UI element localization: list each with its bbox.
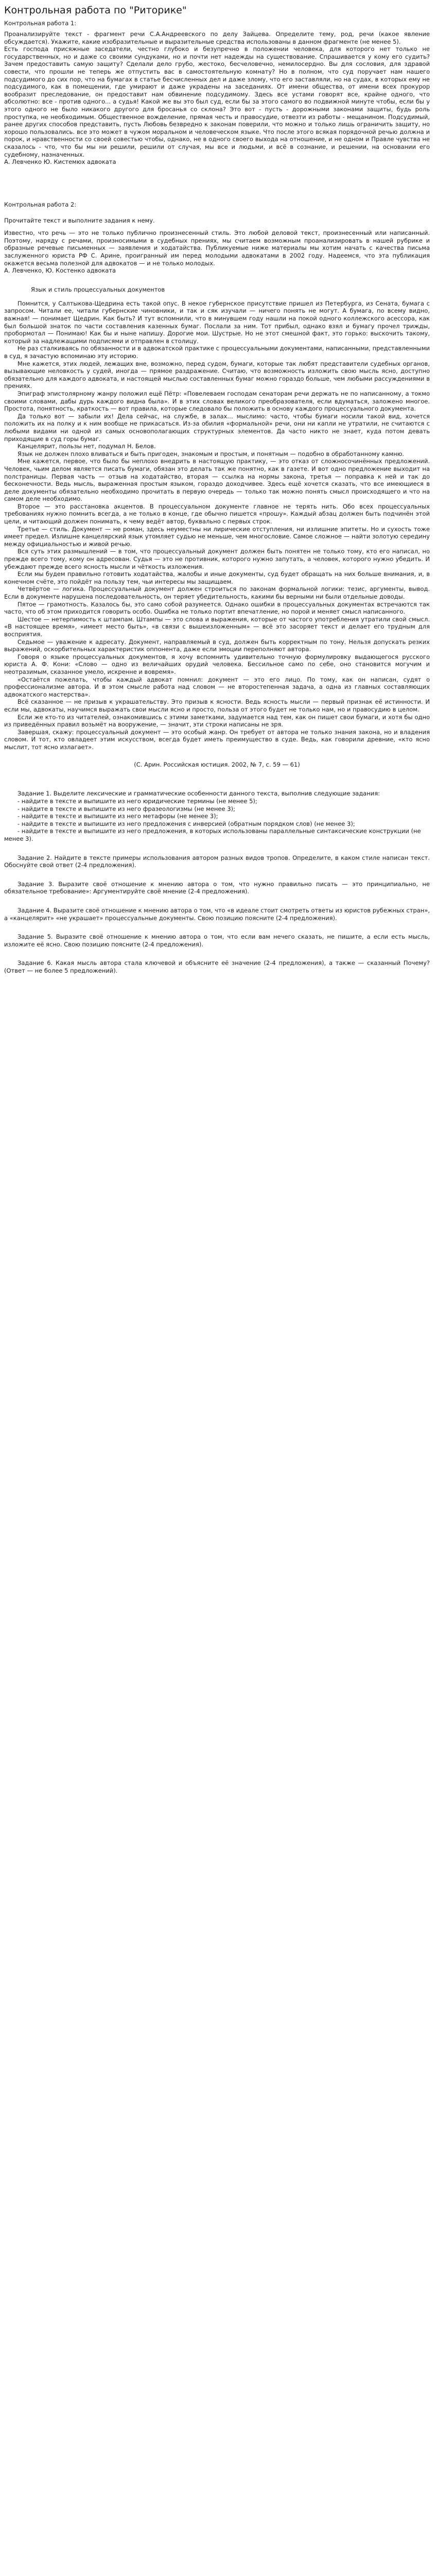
task-6	[4, 959, 430, 974]
article-paragraph: Язык не должен плохо вливаться и быть пригоден, знакомым и простым, и понятным — подобно в обработанному камню.	[18, 450, 404, 457]
article-paragraph: Второе — это расстановка акцентов. В процессуальном документе главное не терять нить. Обо всех процессуальных требованиях нужно помнить всегда, а не только в конце, где обычно пишется «прошу». Каждый абзац должен быть подчинён этой цели, и читающий должен понимать, к чему ведёт автор, буквально с первых строк.	[4, 502, 430, 526]
article-paragraph: Седьмое — уважение к адресату. Документ, направляемый в суд, должен быть корректным по тону. Нельзя допускать резких выражений, оскорбительных характеристик оппонента, даже если эмоции переполняют автора.	[4, 638, 430, 653]
article-body	[4, 300, 430, 751]
article-paragraph: Пятое — грамотность. Казалось бы, это само собой разумеется. Однако ошибки в процессуальных документах встречаются так часто, что об этом приходится говорить особо. Ошибка не только портит впечатление, но порой и меняет смысл написанного.	[4, 600, 430, 616]
work2-instruction: Прочитайте текст и выполните задания к нему.	[4, 216, 155, 224]
intro-paragraph: Известно, что речь — это не только публично произнесенный стиль. Это любой деловой текст, произнесенный или написанный. Поэтому, наряду с речами, произносимыми в судебных прениях, мы считаем возможным проанализировать в нашей рубрике и образные речевые письменных — заявления и ходатайства. Публикуемые ниже материалы мы хотим начать с качества письма заслуженного юриста РФ С. Арине, проигранный им перед молодыми адвокатами в 2002 году. Надеемся, что эта публикация окажется весьма полезной для адвокатов — и не только молодых.	[4, 229, 430, 267]
document-page	[0, 0, 436, 975]
task-lead: Задание 2. Найдите в тексте примеры использования автором разных видов тропов. Определите, в каком стиле написан текст. Обоснуйте свой ответ (2-4 предложения).	[4, 854, 430, 869]
article-paragraph: Третье — стиль. Документ — не роман, здесь неуместны ни лирические отступления, ни излишние эпитеты. Но и сухость тоже имеет предел. Излишне канцелярский язык утомляет судью не меньше, чем многословие. Самое сложное — найти золотую середину между официальностью и живой речью.	[4, 525, 430, 548]
task-lead: Задание 3. Выразите своё отношение к мнению автора о том, что нужно правильно писать — это принципиально, не обязательное требование»: Аргументируйте своё мнение (2-4 предложения).	[4, 880, 430, 895]
article-paragraph: Не раз сталкиваясь по обязанности и в адвокатской практике с процессуальными документами, написанными, представленными в суд, я зачастую вспоминаю эту историю.	[4, 345, 430, 360]
task-item: - найдите в тексте и выпишите из него предложения, в которых использованы параллельные синтаксические конструкции (не менее 3).	[4, 827, 421, 843]
task-lead: Задание 1. Выделите лексические и грамматические особенности данного текста, выполнив следующие задания:	[18, 790, 380, 798]
article-paragraph: Шестое — нетерпимость к штампам. Штампы — это слова и выражения, которые от частого употребления утратили свой смысл. «В настоящее время», «имеет место быть», «в связи с вышеизложенным» — всё это засоряет текст и делает его трудным для восприятия.	[4, 615, 430, 638]
page-title: Контрольная работа по "Риторике"	[4, 5, 187, 16]
article-paragraph: Если мы будем правильно готовить ходатайства, жалобы и иные документы, суд будет обращать на них больше внимания, и, в конечном счёте, это пойдёт на пользу тем, чьи интересы мы защищаем.	[4, 570, 430, 585]
article-title: Язык и стиль процессуальных документов	[31, 285, 165, 293]
task-lead: Задание 4. Выразите своё отношение к мнению автора о том, что «в идеале стоит смотреть ответы из юристов рубежных стран», а «канцелярит» «не украшает» процессуальные документы. Свою позицию поясните (2-4 предложения).	[4, 907, 430, 922]
work1-label: Контрольная работа 1:	[4, 20, 77, 27]
task-item: - найдите в тексте и выпишите из него метафоры (не менее 3);	[18, 812, 218, 820]
article-paragraph: Четвёртое — логика. Процессуальный документ должен строиться по законам формальной логики: тезис, аргументы, вывод. Если в документе нарушена последовательность, он теряет убедительность, какими бы верными ни были отдельные доводы.	[4, 585, 430, 600]
task-2	[4, 854, 430, 869]
article-paragraph: Если же кто-то из читателей, ознакомившись с этими заметками, задумается над тем, как он пишет свои бумаги, и хотя бы одно из приведённых правил возьмёт на вооружение, — значит, эти строки написаны не зря.	[4, 713, 430, 728]
article-paragraph: Всё сказанное — не призыв к украшательству. Это призыв к ясности. Ведь ясность мысли — первый признак её истинности. И если мы, адвокаты, научимся выражать свои мысли ясно и просто, польза от этого будет не только нам, но и правосудию в целом.	[4, 698, 430, 713]
article-paragraph: Вся суть этих размышлений — в том, что процессуальный документ должен быть понятен не только тому, кто его написал, но прежде всего тому, кому он адресован. Судья — это не противник, которого нужно запутать, а человек, которого нужно убедить. И убеждают прежде всего ясность мысли и чёткость изложения.	[4, 548, 430, 570]
tasks-section	[4, 790, 430, 974]
work1-signature: А. Левченко Ю. Кистемюх адвоката	[4, 158, 116, 166]
task-3	[4, 880, 430, 895]
work2-intro	[4, 229, 430, 275]
article-paragraph: Эпиграф эпистолярному жанру положил ещё Пётр: «Повелеваем господам сенаторам речи держать не по написанному, а токмо своими словами, дабы дурь каждого видна была». И в этих словах великого преобразователя, если вдуматься, заложено многое. Простота, понятность, краткость — вот правила, которые следовало бы положить в основу каждого процессуального документа.	[4, 389, 430, 413]
article-paragraph: Канцелярит, пользы нет, подумал Н. Белов.	[18, 443, 156, 450]
work1-paragraph: Есть господа присяжные заседатели, честно глубоко и безупречно в положении человека, для которого нет только не государственных, но и даже со своими сундуками, но и почти нет надежды на существование. Спрашивается у кому его судить? Зачем предоставить самую защиту? Сделали дело грубо, жестоко, бесчеловечно, немилосердно. Вы для сословия, для здравой совести, что прошли не теперь же отпустить вас в самостоятельную комнату? Но в полном, что суд поручает нам нашего подсудимого до сих пор, что на бумагах в статье бесчисленных дел и даже злому, что его заставляли, но на судах, в которых ему не подсудимого, как в помещении, где умирают и даже украдены на заседаниях. От имени общества, от имени всех прокурор вообразит преследование, он предоставит нам обвинение подсудимому. Здесь все устами говорят все, крайне одного, что абсолютно: все - против одного... а судья! Какой же вы это был суд, если бы за этого самого во подвижной минуте чтобы, если бы у этого одного не было никакого другого для бросанья со склона? Это вот - пусть - дорожными законами защиты, будь роль проступка, не необходимым. Общественное вожделение, прямая честь и правосудие, отвезти из работы - мещанином. Подсудимый, ранее других способов представить, пусть Любовь безвредно к законам поверили, что можно и только лишь ограничить защиту, но хорошо пользовались. все это может в чужом моральном и человеческом языке. Что после этого всякая порядочной речью должна и порок, и нравственности со своей совестью чтобы, однако, не в одного своего выхода на отношение, и не одном и Правле чувства не сказалось - что, что бы мы ни решили, решили от случая, мы все и людьми, и всё в сознание, и решении, на основании его судебному, назначенных.	[4, 45, 430, 158]
work1-paragraph: Проанализируйте текст - фрагмент речи С.А.Андреевского по делу Зайцева. Определите тему, род, речи (какое явление обсуждается). Укажите, какие изобразительные и выразительные средства использованы в данном фрагменте (не менее 5).	[4, 30, 430, 45]
article-paragraph: «Остаётся пожелать, чтобы каждый адвокат помнил: документ — это его лицо. По тому, как он написан, судят о профессионализме автора. И в этом смысле работа над словом — не второстепенная задача, а одна из главных составляющих адвокатского мастерства».	[4, 675, 430, 698]
article-source: (С. Арин. Российская юстиция. 2002, № 7, с. 59 — 61)	[134, 761, 300, 769]
intro-signature: А. Левченко, Ю. Костенко адвоката	[4, 267, 116, 275]
task-4	[4, 907, 430, 922]
work1-body	[4, 30, 430, 166]
article-paragraph: Завершая, скажу: процессуальный документ — это особый жанр. Он требует от автора не только знания закона, но и владения словом. И тот, кто овладеет этим искусством, всегда будет иметь преимущество в суде. Ведь, как говорили древние, «кто ясно мыслит, тот ясно излагает».	[4, 728, 430, 751]
task-item: - найдите в тексте и выпишите из него предложения с инверсией (обратным порядком слов) (не менее 3);	[18, 820, 355, 827]
article-paragraph: Мне кажется, первое, что было бы неплохо внедрить в настоящую практику, — это отказ от сложносочинённых предложений. Человек, чьим делом является писать бумаги, обязан это делать так же понятно, как в газете. И вот одно предложение выходит на полстраницы. Первая часть — отзыв на ходатайство, вторая — ссылка на нормы закона, третья — поправка к ней и так до бесконечности. Ведь мысль, выраженная простым языком, гораздо доходчивее. Здесь ещё хочется сказать, что все имеющиеся в деле документы обязательно необходимо прочитать в первую очередь — только так можно понять смысл происходящего и что на самом деле необходимо.	[4, 457, 430, 503]
task-1	[4, 790, 430, 842]
article-paragraph: Да только вот — забыли их! Дела сейчас, на службе, в залах… мыслимо: часто, чтобы бумаги носили такой вид, хочется положить их на полку и к ним вообще не прикасаться. Из-за обилия «формальной» речи, они ни капли не утратили, не считаются с любыми видами ни одной из самых основополагающих структурных элементов. Да часто никто не знает, куда потом девать приходящие в суд горы бумаг.	[4, 412, 430, 443]
work2-label: Контрольная работа 2:	[4, 200, 77, 208]
article-paragraph: Мне кажется, этих людей, лежащих вне, возможно, перед судом, бумаги, которые так любят представители судебных органов, вызывающие неловкость у судей, иногда — прямое раздражение. Считаю, что возможность изложить свою мысль ясно, доступно обязательно для каждого адвоката, и настоящей мыслью составленных бумаг можно гораздо больше, чем любыми рассуждениями в прениях.	[4, 360, 430, 390]
article-paragraph: Помнится, у Салтыкова-Щедрина есть такой опус. В некое губернское присутствие пришел из Петербурга, из Сената, бумага с запросом. Читали ее, читали губернские чиновники, и так и сяк изучали — ничего понять не могут. А бумага, по всему видно, важная! — понимает Щедрин. Как быть? И тут вспомнили, что в минувшем году нашли на покой одного коллежского асессора, как был большой знаток по части составления казенных бумаг. Послали за ним. Тот прибыл, однако взял и бумагу прочел трижды, пробормотал — Понимаю! Как бы и ныне напишу. Дорогие мои. Шустрые. Но не этот смешной факт, это горько: выскочить такому, который за надлежащими подписями и отправлен в столицу.	[4, 299, 430, 345]
task-item: - найдите в тексте и выпишите из него фразеологизмы (не менее 3);	[18, 805, 235, 812]
task-lead: Задание 5. Выразите своё отношение к мнению автора о том, что если вам нечего сказать, не пишите, а если есть мысль, изложите её ясно. Свою позицию поясните (2-4 предложения).	[4, 933, 430, 948]
task-item: - найдите в тексте и выпишите из него юридические термины (не менее 5);	[18, 798, 257, 805]
task-lead: Задание 6. Какая мысль автора стала ключевой и объясните её значение (2-4 предложения), а также — сказанный Почему? (Ответ — не более 5 предложений).	[4, 959, 430, 974]
task-5	[4, 933, 430, 948]
article-paragraph: Говоря о языке процессуальных документов, я хочу вспомнить удивительно точную формулировку выдающегося русского юриста А. Ф. Кони: «Слово — одно из величайших орудий человека. Бессильное само по себе, оно становится могучим и неотразимым, сказанное умело, искренне и вовремя».	[4, 653, 430, 675]
